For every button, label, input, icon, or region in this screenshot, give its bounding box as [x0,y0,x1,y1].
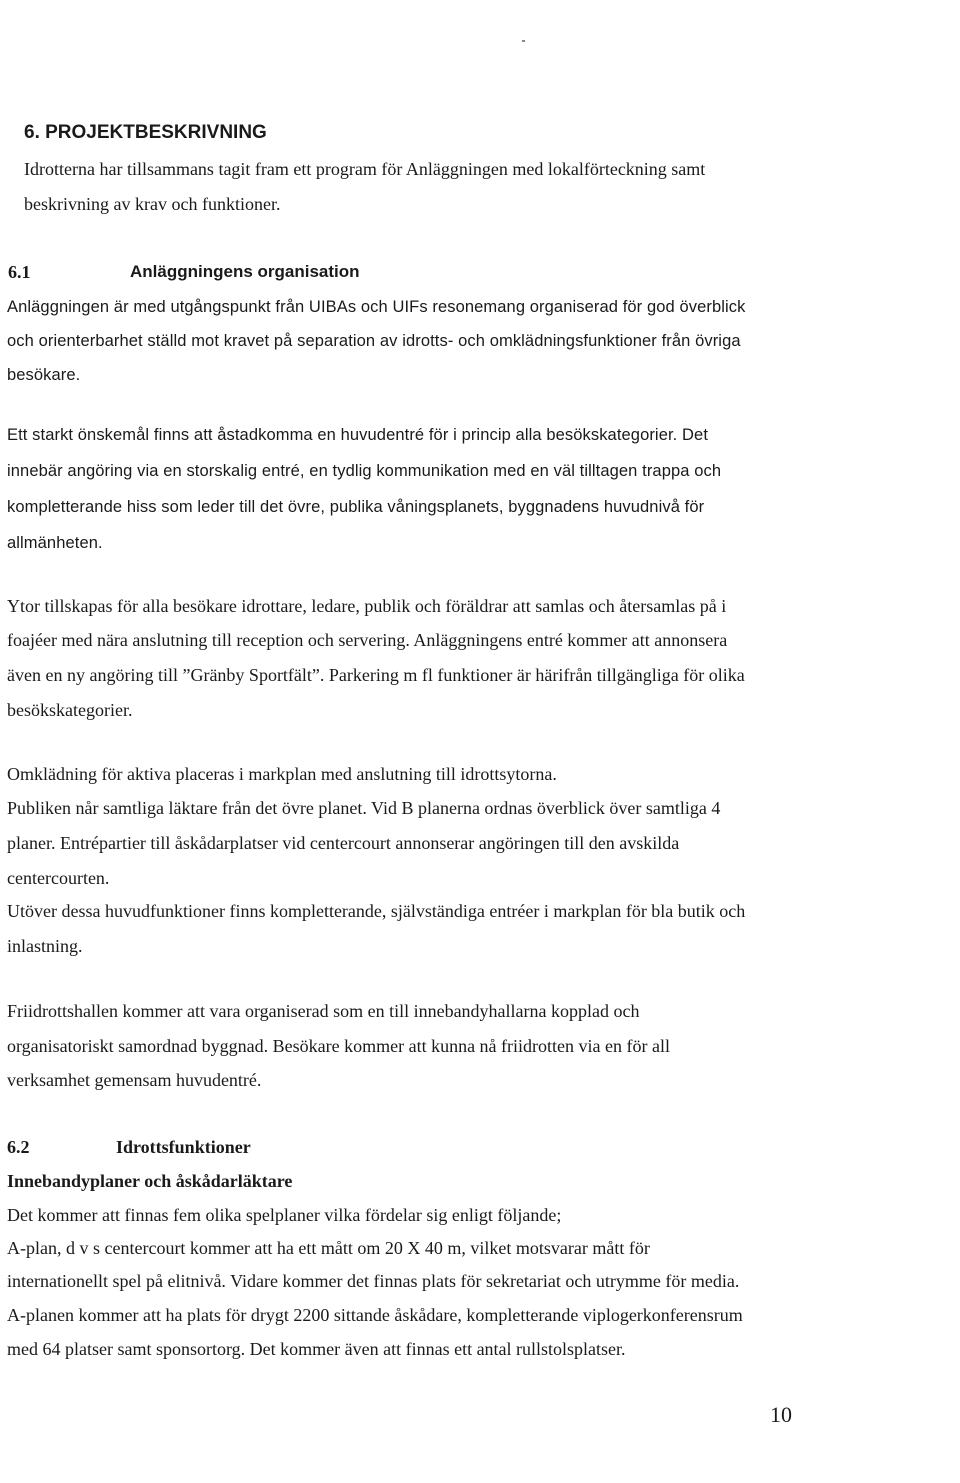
page-number: 10 [770,1402,792,1427]
paragraph-line: även en ny angöring till ”Gränby Sportfält”. Parkering m fl funktioner är härifrån tillgängliga för olika [7,665,745,685]
paragraph-line: besökskategorier. [7,700,133,720]
paragraph-line: Anläggningen är med utgångspunkt från UIBAs och UIFs resonemang organiserad för god överblick [7,298,746,316]
paragraph-line: Friidrottshallen kommer att vara organiserad som en till innebandyhallarna kopplad och [7,1001,640,1021]
paragraph-line: besökare. [7,366,81,384]
paragraph-line: verksamhet gemensam huvudentré. [7,1070,262,1090]
paragraph-line: internationellt spel på elitnivå. Vidare kommer det finnas plats för sekretariat och utrymme för media. [7,1271,740,1291]
page-heading: 6. PROJEKTBESKRIVNING [24,122,267,143]
paragraph-line: Utöver dessa huvudfunktioner finns kompletterande, självständiga entréer i markplan för bla butik och [7,901,746,921]
paragraph-line: centercourten. [7,868,110,888]
paragraph-line: kompletterande hiss som leder till det övre, publika våningsplanets, byggnadens huvudnivå för [7,498,705,516]
section-6-1-number: 6.1 [8,262,31,282]
paragraph-line: planer. Entrépartier till åskådarplatser vid centercourt annonserar angöringen till den avskilda [7,833,680,853]
paragraph-line: med 64 platser samt sponsortorg. Det kommer även att finnas ett antal rullstolsplatser. [7,1339,626,1359]
section-6-2-title: Idrottsfunktioner [116,1137,251,1157]
paragraph-line: allmänheten. [7,534,103,552]
section-6-2-number: 6.2 [7,1137,30,1157]
paragraph-line: och orienterbarhet ställd mot kravet på separation av idrotts- och omklädningsfunktioner från övriga [7,332,741,350]
paragraph-line: Omklädning för aktiva placeras i markplan med anslutning till idrottsytorna. [7,764,557,784]
section-6-2-subheading: Innebandyplaner och åskådarläktare [7,1171,293,1191]
paragraph-line: foajéer med nära anslutning till reception och servering. Anläggningens entré kommer att annonsera [7,630,728,650]
section-6-1-title: Anläggningens organisation [130,262,360,281]
paragraph-line: A-plan, d v s centercourt kommer att ha ett mått om 20 X 40 m, vilket motsvarar mått för [7,1238,650,1258]
paragraph-line: Ett starkt önskemål finns att åstadkomma en huvudentré för i princip alla besökskategorier. Det [7,426,709,444]
paragraph-line: inlastning. [7,936,83,956]
paragraph-line: organisatoriskt samordnad byggnad. Besökare kommer att kunna nå friidrotten via en för all [7,1036,670,1056]
intro-line: beskrivning av krav och funktioner. [24,194,281,214]
paragraph-line: A-planen kommer att ha plats för drygt 2200 sittande åskådare, kompletterande viplogerkonferensrum [7,1305,743,1325]
paragraph-line: Ytor tillskapas för alla besökare idrottare, ledare, publik och föräldrar att samlas och återsamlas på i [7,596,727,616]
paragraph-line: innebär angöring via en storskalig entré, en tydlig kommunikation med en väl tilltagen trappa och [7,462,722,480]
scan-speck [522,40,525,42]
paragraph-line: Publiken når samtliga läktare från det övre planet. Vid B planerna ordnas överblick över samtliga 4 [7,798,721,818]
paragraph-line: Det kommer att finnas fem olika spelplaner vilka fördelar sig enligt följande; [7,1205,562,1225]
intro-line: Idrotterna har tillsammans tagit fram ett program för Anläggningen med lokalförteckning samt [24,159,706,179]
